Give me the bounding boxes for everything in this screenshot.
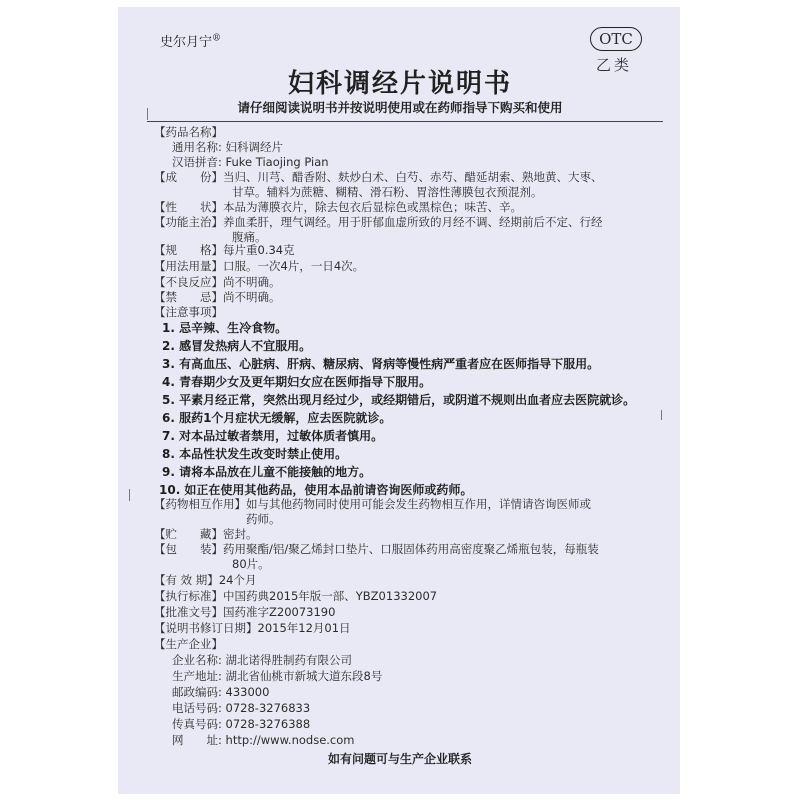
indication-line-2: 腹痛。 (232, 230, 267, 244)
notice-item: 9. 请将本品放在儿童不能接触的地方。 (162, 465, 372, 479)
package-line-1: 药用聚酯/铝/聚乙烯封口垫片、口服固体药用高密度聚乙烯瓶包装，每瓶装 (223, 542, 599, 556)
manufacturer-heading: 【生产企业】 (154, 637, 223, 651)
crop-mark (147, 108, 148, 120)
drug-name-heading: 【药品名称】 (154, 125, 223, 139)
spec-value: 每片重0.34克 (223, 243, 295, 257)
validity-value: 24个月 (218, 573, 257, 587)
notice-item: 5. 平素月经正常，突然出现月经过少，或经期错后，或阴道不规则出血者应去医院就诊。 (162, 393, 636, 407)
otc-category: 乙类 (596, 56, 633, 74)
approval-row (154, 605, 335, 620)
crop-mark (661, 410, 662, 420)
manufacturer-key: 电话号码: (172, 701, 222, 715)
generic-name-value: 妇科调经片 (225, 140, 284, 154)
adverse-value: 尚不明确。 (223, 275, 281, 289)
notice-heading: 【注意事项】 (154, 305, 223, 319)
generic-name-key: 通用名称: (172, 140, 222, 154)
otc-badge: OTC (590, 27, 642, 51)
contra-value: 尚不明确。 (223, 290, 281, 304)
manufacturer-key: 邮政编码: (172, 685, 222, 699)
indication-line-1: 养血柔肝，理气调经。用于肝郁血虚所致的月经不调、经期前后不定、行经 (223, 215, 603, 229)
manufacturer-key: 生产地址: (172, 669, 222, 683)
dosage-value: 口服。一次4片，一日4次。 (223, 259, 365, 273)
manufacturer-row (172, 669, 382, 684)
adverse-row (154, 275, 281, 290)
brand-name: 史尔月宁® (160, 33, 222, 50)
revision-row (154, 621, 351, 636)
contra-heading: 【禁 忌】 (154, 290, 223, 304)
interaction-heading: 【药物相互作用】 (154, 497, 246, 511)
ingredients-row (154, 170, 603, 185)
validity-heading: 【有 效 期】 (154, 573, 219, 587)
package-row (154, 542, 599, 557)
ingredients-heading: 【成 份】 (154, 170, 223, 184)
character-value: 本品为薄膜衣片，除去包衣后显棕色或黑棕色；味苦、辛。 (223, 200, 522, 214)
dosage-heading: 【用法用量】 (154, 259, 223, 273)
approval-heading: 【批准文号】 (154, 605, 223, 619)
validity-row (154, 573, 256, 588)
pinyin-value: Fuke Tiaojing Pian (225, 155, 329, 169)
footer-note: 如有问题可与生产企业联系 (327, 752, 472, 766)
manufacturer-key: 传真号码: (172, 717, 222, 731)
adverse-heading: 【不良反应】 (154, 275, 223, 289)
indication-row (154, 215, 603, 230)
ingredients-line-1: 当归、川芎、醋香附、麸炒白术、白芍、赤芍、醋延胡索、熟地黄、大枣、 (223, 170, 603, 184)
interaction-line-1: 如与其他药物同时使用可能会发生药物相互作用，详情请咨询医师或 (246, 497, 591, 511)
notice-item: 10. 如正在使用其他药品，使用本品前请咨询医师或药师。 (159, 483, 473, 497)
manufacturer-row (172, 717, 310, 732)
manufacturer-row (172, 733, 355, 748)
notice-item: 7. 对本品过敏者禁用，过敏体质者慎用。 (162, 429, 384, 443)
revision-value: 2015年12月01日 (257, 621, 351, 635)
indication-heading: 【功能主治】 (154, 215, 223, 229)
registered-mark: ® (212, 33, 222, 44)
package-heading: 【包 装】 (154, 542, 223, 556)
manufacturer-value: 433000 (225, 685, 270, 699)
pinyin-key: 汉语拼音: (172, 155, 222, 169)
manufacturer-key: 网 址: (172, 733, 222, 747)
interaction-line-2: 药师。 (246, 512, 281, 526)
dosage-row (154, 259, 364, 274)
spec-heading: 【规 格】 (154, 243, 223, 257)
manufacturer-value: 湖北省仙桃市新城大道东段8号 (225, 669, 383, 683)
manufacturer-row (172, 701, 310, 716)
character-heading: 【性 状】 (154, 200, 223, 214)
notice-item: 2. 感冒发热病人不宜服用。 (162, 339, 312, 353)
spec-row (154, 243, 295, 258)
package-line-2: 80片。 (232, 557, 270, 571)
ingredients-line-2: 甘草。辅料为蔗糖、糊精、滑石粉、胃溶性薄膜包衣预混剂。 (232, 185, 543, 199)
approval-value: 国药准字Z20073190 (223, 605, 336, 619)
pinyin-row (172, 155, 329, 170)
contra-row (154, 290, 281, 305)
notice-item: 3. 有高血压、心脏病、肝病、糖尿病、肾病等慢性病严重者应在医师指导下服用。 (162, 357, 600, 371)
document-subtitle: 请仔细阅读说明书并按说明使用或在药师指导下购买和使用 (237, 100, 563, 115)
standard-row (154, 589, 437, 604)
top-divider (147, 121, 663, 122)
manufacturer-value: 0728-3276833 (225, 701, 311, 715)
storage-value: 密封。 (223, 527, 258, 541)
manufacturer-row (172, 685, 269, 700)
revision-heading: 【说明书修订日期】 (154, 621, 258, 635)
storage-heading: 【贮 藏】 (154, 527, 223, 541)
document-title: 妇科调经片说明书 (287, 69, 512, 99)
crop-mark (129, 489, 130, 501)
manufacturer-value: http://www.nodse.com (225, 733, 355, 747)
notice-item: 4. 青春期少女及更年期妇女应在医师指导下服用。 (162, 375, 432, 389)
notice-item: 6. 服药1个月症状无缓解，应去医院就诊。 (162, 411, 392, 425)
notice-item: 8. 本品性状发生改变时禁止使用。 (162, 447, 348, 461)
interaction-row (154, 497, 591, 512)
character-row (154, 200, 522, 215)
generic-name-row (172, 140, 283, 155)
manufacturer-key: 企业名称: (172, 653, 222, 667)
manufacturer-value: 0728-3276388 (225, 717, 311, 731)
standard-value: 中国药典2015年版一部、YBZ01332007 (223, 589, 438, 603)
storage-row (154, 527, 258, 542)
standard-heading: 【执行标准】 (154, 589, 223, 603)
manufacturer-value: 湖北诺得胜制药有限公司 (225, 653, 353, 667)
notice-item: 1. 忌辛辣、生冷食物。 (162, 321, 288, 335)
manufacturer-row (172, 653, 352, 668)
